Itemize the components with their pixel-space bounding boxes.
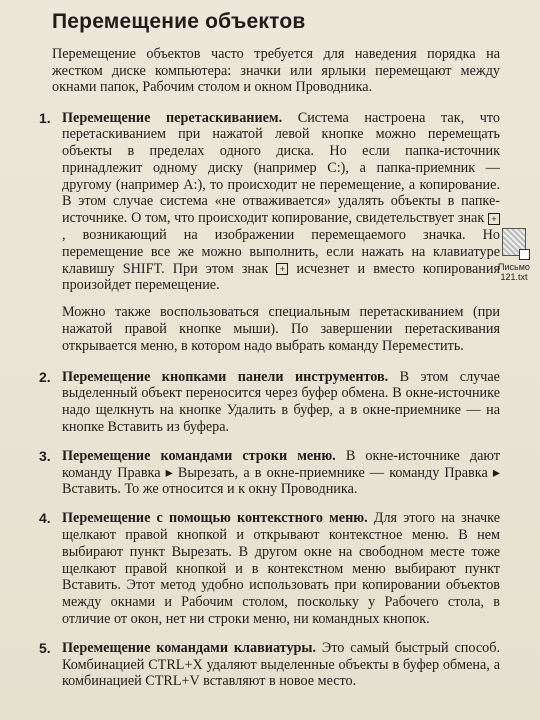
item-text: В этом случае выделенный объект переносится через буфер обмена. В окне-источнике надо щелкнуть на кнопке Удалить в буфер, а в окне-приемнике — на кнопке Вставить из буфера. <box>62 368 500 436</box>
item-text: Система настроена так, что перетаскиванием при нажатой левой кнопке можно перемещать объекты в пределах одного диска. Но если папка-источник принадлежит одному диску (например С:), а папка-приемник — другому (например А:), то происходит не перемещение, а копирование. В этом случае система «не отваживается» удалять объекты в папке-источнике. О том, что происходит копирование, свидетельствует знак <box>62 109 500 227</box>
item-text-c: исчезнет и вместо копирования произойдет перемещение. <box>62 260 500 294</box>
item-number: 2. <box>39 368 51 385</box>
item-term: Перемещение командами строки меню. <box>62 447 336 464</box>
list-item-2 <box>39 368 500 436</box>
item-term: Перемещение командами клавиатуры. <box>62 639 317 656</box>
file-icon-figure <box>492 228 536 282</box>
item-1-para2: Можно также воспользоваться специальным перетаскиванием (при нажатой правой кнопке мыши). По завершении перетаскивания открывается меню, в котором надо выбрать команду Переместить. <box>62 304 500 354</box>
file-label-1: Письмо <box>498 261 530 272</box>
list-item-4 <box>39 510 500 628</box>
item-text-b: , возникающий на изображении перемещаемого значка. Но перемещение все же можно выполнить, если нажать на клавиатуре клавишу SHIFT. При этом знак <box>62 227 500 277</box>
list-item-5 <box>39 639 500 690</box>
list-item-3 <box>39 447 500 498</box>
item-term: Перемещение перетаскиванием. <box>62 109 283 126</box>
item-text: Это самый быстрый способ. Комбинацией CTRL+X удаляют выделенные объекты в буфер обмена, а комбинацией CTRL+V вставляют в новое место. <box>62 639 500 690</box>
intro-paragraph: Перемещение объектов часто требуется для наведения порядка на жестком диске компьютера: значки или ярлыки перемещают между окнами папок, Рабочим столом и окном Проводника. <box>52 46 500 95</box>
item-number: 3. <box>39 447 51 464</box>
item-term: Перемещение кнопками панели инструментов. <box>62 368 389 385</box>
copy-plus-icon: + <box>488 213 500 225</box>
item-text: В окне-источнике дают команду Правка ▸ Вырезать, а в окне-приемнике — команду Правка ▸ Вставить. То же относится и к окну Проводника. <box>62 447 500 498</box>
item-number: 1. <box>39 109 51 126</box>
file-label-2: 121.txt <box>500 271 528 282</box>
page-title: Перемещение объектов <box>52 10 306 33</box>
item-number: 4. <box>39 510 51 527</box>
item-term: Перемещение с помощью контекстного меню. <box>62 510 368 527</box>
item-number: 5. <box>39 639 51 656</box>
document-file-icon <box>502 228 526 256</box>
list-item-1 <box>39 109 530 355</box>
item-text: Для этого на значке щелкают правой кнопкой и открывают контекстное меню. В нем выбирают пункт Вырезать. В другом окне на свободном месте тоже щелкают правой кнопкой и в контекстном меню выбирают пункт Вставить. Этот метод удобно использовать при копировании объектов между окнами и Рабочим столом, поскольку у Рабочего стола, в отличие от окон, нет ни строки меню, ни командных кнопок. <box>62 510 500 628</box>
copy-plus-icon-2: + <box>276 263 288 275</box>
